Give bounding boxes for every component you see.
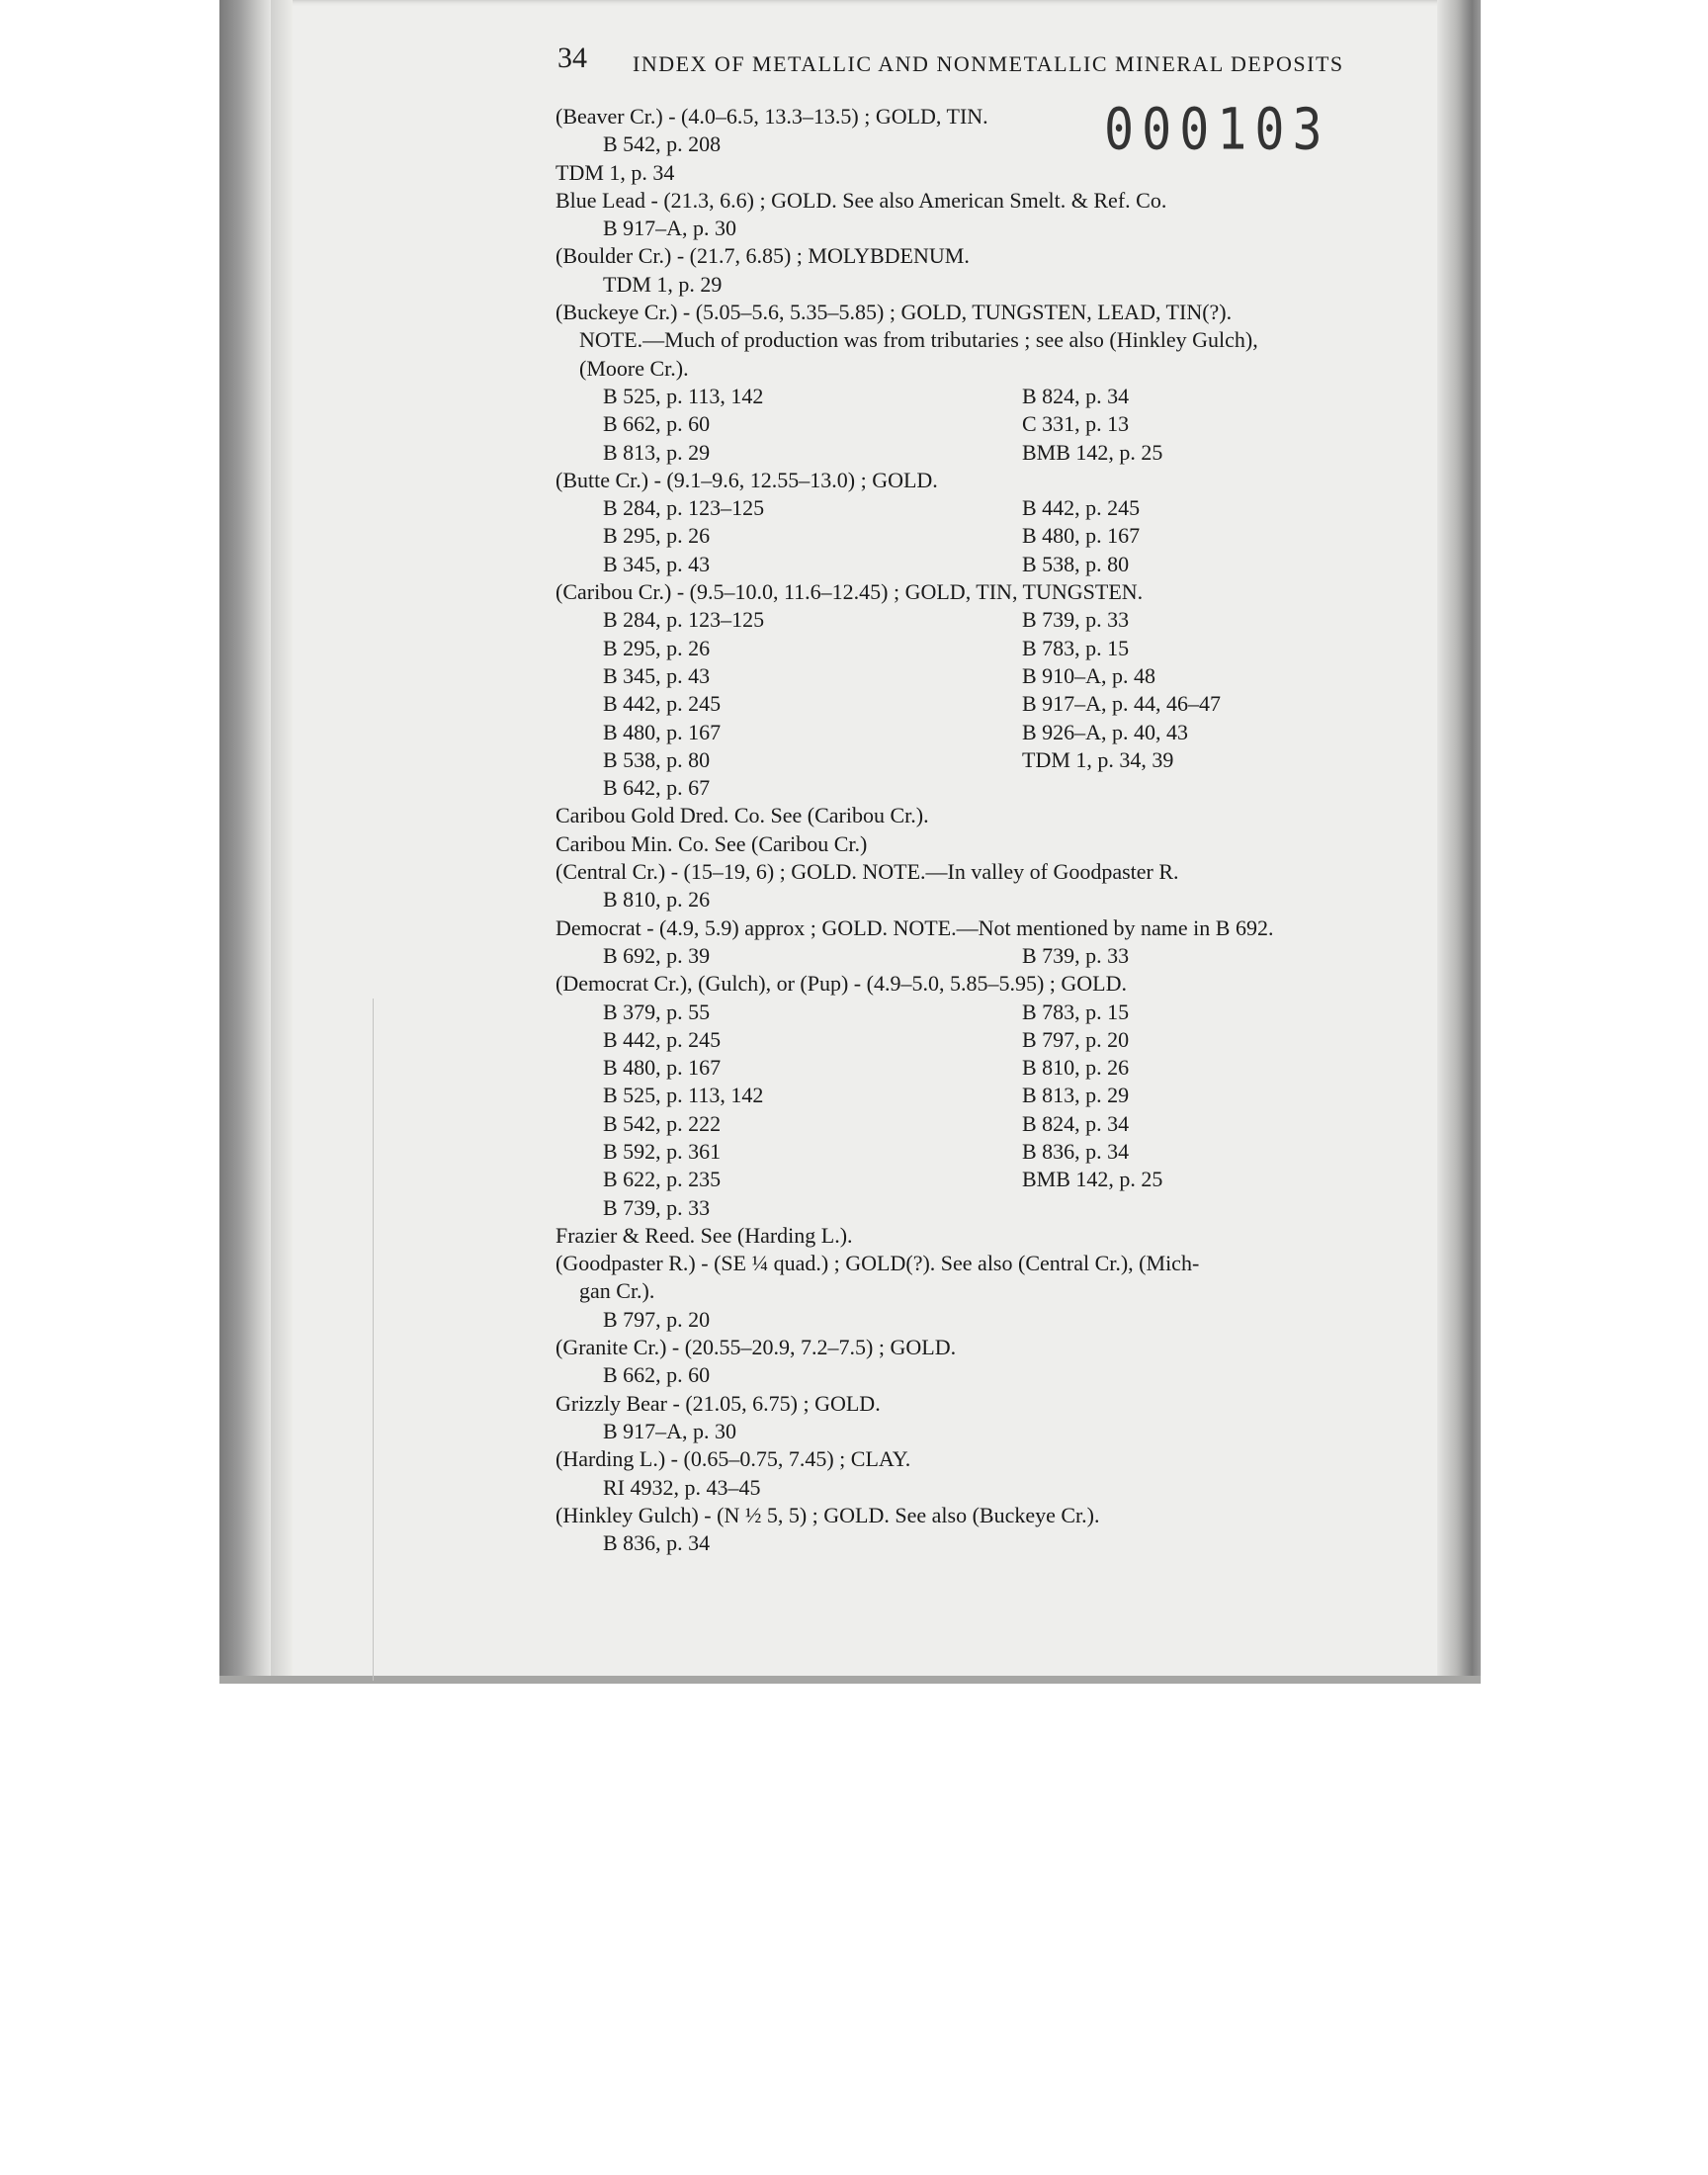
index-entries (555, 103, 1455, 1557)
entry-text: B 480, p. 167 (603, 1055, 722, 1081)
entry-text: B 662, p. 60 (603, 411, 711, 437)
index-entry-heading (555, 242, 1455, 270)
entry-text: (Democrat Cr.), (Gulch), or (Pup) - (4.9–5.0, 5.85–5.95) ; GOLD. (555, 971, 1127, 997)
entry-text: Blue Lead - (21.3, 6.6) ; GOLD. See also American Smelt. & Ref. Co. (555, 187, 1167, 213)
entry-text: B 692, p. 39 (603, 942, 711, 968)
index-reference-row (555, 719, 1455, 746)
entry-text: B 542, p. 208 (603, 131, 722, 157)
entry-text: B 739, p. 33 (603, 1194, 711, 1220)
entry-text: B 295, p. 26 (603, 523, 711, 549)
index-reference-row (555, 215, 1455, 242)
index-reference-row (555, 1082, 1455, 1109)
entry-text: TDM 1, p. 34 (555, 159, 675, 185)
index-entry-heading (555, 858, 1455, 886)
entry-text: Caribou Min. Co. See (Caribou Cr.) (555, 830, 868, 856)
scanned-page (219, 0, 1481, 1684)
index-reference-row (555, 746, 1455, 774)
entry-text: B 538, p. 80 (603, 746, 711, 772)
entry-text: B 284, p. 123–125 (603, 607, 765, 633)
index-entry-continuation (555, 355, 1455, 383)
page-number: 34 (557, 42, 587, 74)
entry-text: B 662, p. 60 (603, 1362, 711, 1388)
index-entry-heading (555, 1390, 1455, 1418)
entry-text: B 442, p. 245 (603, 691, 722, 717)
index-reference-row (555, 1026, 1455, 1054)
entry-text: B 345, p. 43 (603, 551, 711, 576)
index-entry-heading (555, 1250, 1455, 1277)
entry-text: B 480, p. 167 (603, 719, 722, 744)
entry-text: (Harding L.) - (0.65–0.75, 7.45) ; CLAY. (555, 1446, 911, 1472)
index-entry-heading (555, 970, 1455, 998)
entry-reference-second-column: B 783, p. 15 (1022, 635, 1130, 660)
index-reference-row (555, 1474, 1455, 1502)
index-reference-row (555, 635, 1455, 662)
entry-reference-second-column: B 810, p. 26 (1022, 1055, 1130, 1081)
entry-reference-second-column: BMB 142, p. 25 (1022, 439, 1163, 465)
entry-text: Grizzly Bear - (21.05, 6.75) ; GOLD. (555, 1390, 881, 1416)
entry-text: B 810, p. 26 (603, 887, 711, 913)
entry-text: B 542, p. 222 (603, 1110, 722, 1136)
entry-reference-second-column: B 739, p. 33 (1022, 942, 1130, 968)
page-bottom-edge (219, 1676, 1481, 1684)
index-reference-row (555, 551, 1455, 578)
entry-reference-second-column: B 480, p. 167 (1022, 523, 1141, 549)
entry-text: B 622, p. 235 (603, 1167, 722, 1192)
entry-text: (Hinkley Gulch) - (N ½ 5, 5) ; GOLD. See also (Buckeye Cr.). (555, 1502, 1100, 1527)
entry-text: (Buckeye Cr.) - (5.05–5.6, 5.35–5.85) ; GOLD, TUNGSTEN, LEAD, TIN(?). (555, 300, 1233, 325)
entry-text: (Caribou Cr.) - (9.5–10.0, 11.6–12.45) ; GOLD, TIN, TUNGSTEN. (555, 579, 1144, 605)
entry-reference-second-column: B 824, p. 34 (1022, 1110, 1130, 1136)
entry-text: RI 4932, p. 43–45 (603, 1474, 761, 1500)
page-left-shadow (219, 0, 271, 1684)
entry-text: B 442, p. 245 (603, 1026, 722, 1052)
index-entry-heading (555, 299, 1455, 326)
index-entry-continuation (555, 326, 1455, 354)
index-entry-heading (555, 1445, 1455, 1473)
entry-reference-second-column: B 783, p. 15 (1022, 999, 1130, 1024)
entry-reference-second-column: B 824, p. 34 (1022, 383, 1130, 408)
index-entry-heading (555, 159, 1455, 187)
index-entry-heading (555, 1334, 1455, 1361)
entry-text: B 642, p. 67 (603, 775, 711, 801)
index-reference-row (555, 1166, 1455, 1193)
entry-text: B 813, p. 29 (603, 439, 711, 465)
index-reference-row (555, 439, 1455, 467)
index-entry-heading (555, 914, 1455, 942)
index-reference-row (555, 1361, 1455, 1389)
entry-text: B 525, p. 113, 142 (603, 383, 764, 408)
entry-text: B 525, p. 113, 142 (603, 1083, 764, 1108)
index-reference-row (555, 1110, 1455, 1138)
running-title: INDEX OF METALLIC AND NONMETALLIC MINERAL DEPOSITS (633, 51, 1344, 76)
entry-reference-second-column: B 836, p. 34 (1022, 1138, 1130, 1164)
entry-text: B 345, p. 43 (603, 662, 711, 688)
index-entry-heading (555, 1222, 1455, 1250)
index-reference-row (555, 1138, 1455, 1166)
index-reference-row (555, 1529, 1455, 1557)
entry-reference-second-column: C 331, p. 13 (1022, 411, 1130, 437)
index-entry-heading (555, 830, 1455, 858)
index-entry-heading (555, 467, 1455, 494)
fold-line (373, 999, 374, 1681)
index-entry-continuation (555, 1277, 1455, 1305)
entry-reference-second-column: B 926–A, p. 40, 43 (1022, 719, 1189, 744)
entry-text: (Granite Cr.) - (20.55–20.9, 7.2–7.5) ; GOLD. (555, 1335, 957, 1360)
entry-text: (Goodpaster R.) - (SE ¼ quad.) ; GOLD(?). See also (Central Cr.), (Mich- (555, 1251, 1200, 1276)
index-reference-row (555, 886, 1455, 914)
index-reference-row (555, 1194, 1455, 1222)
index-entry-heading (555, 578, 1455, 606)
index-reference-row (555, 606, 1455, 634)
index-reference-row (555, 774, 1455, 802)
entry-text: (Beaver Cr.) - (4.0–6.5, 13.3–13.5) ; GOLD, TIN. (555, 104, 988, 129)
entry-reference-second-column: B 917–A, p. 44, 46–47 (1022, 691, 1222, 717)
entry-text: B 379, p. 55 (603, 999, 711, 1024)
entry-text: B 917–A, p. 30 (603, 1418, 737, 1443)
index-entry-heading (555, 802, 1455, 829)
index-reference-row (555, 271, 1455, 299)
entry-reference-second-column: TDM 1, p. 34, 39 (1022, 746, 1174, 772)
entry-text: TDM 1, p. 29 (603, 271, 723, 297)
entry-reference-second-column: B 739, p. 33 (1022, 607, 1130, 633)
index-reference-row (555, 999, 1455, 1026)
index-reference-row (555, 130, 1455, 158)
entry-reference-second-column: BMB 142, p. 25 (1022, 1167, 1163, 1192)
entry-text: B 917–A, p. 30 (603, 216, 737, 241)
entry-text: B 284, p. 123–125 (603, 495, 765, 521)
entry-text: (Central Cr.) - (15–19, 6) ; GOLD. NOTE.—In valley of Goodpaster R. (555, 859, 1179, 885)
entry-reference-second-column: B 538, p. 80 (1022, 551, 1130, 576)
index-reference-row (555, 522, 1455, 550)
entry-text: B 592, p. 361 (603, 1138, 722, 1164)
index-reference-row (555, 494, 1455, 522)
entry-reference-second-column: B 442, p. 245 (1022, 495, 1141, 521)
index-entry-heading (555, 103, 1455, 130)
entry-text: B 797, p. 20 (603, 1306, 711, 1332)
page-left-margin (271, 0, 293, 1684)
entry-text: Frazier & Reed. See (Harding L.). (555, 1222, 853, 1248)
index-reference-row (555, 690, 1455, 718)
entry-text: (Butte Cr.) - (9.1–9.6, 12.55–13.0) ; GOLD. (555, 467, 938, 492)
entry-text: (Moore Cr.). (579, 355, 689, 381)
index-reference-row (555, 1306, 1455, 1334)
entry-text: NOTE.—Much of production was from tributaries ; see also (Hinkley Gulch), (579, 327, 1258, 353)
entry-text: B 836, p. 34 (603, 1530, 711, 1556)
index-reference-row (555, 1054, 1455, 1082)
entry-text: B 295, p. 26 (603, 635, 711, 660)
index-reference-row (555, 942, 1455, 970)
index-reference-row (555, 383, 1455, 410)
index-entry-heading (555, 1502, 1455, 1529)
entry-text: Democrat - (4.9, 5.9) approx ; GOLD. NOTE.—Not mentioned by name in B 692. (555, 914, 1274, 940)
index-reference-row (555, 1418, 1455, 1445)
entry-reference-second-column: B 797, p. 20 (1022, 1026, 1130, 1052)
index-reference-row (555, 662, 1455, 690)
entry-text: Caribou Gold Dred. Co. See (Caribou Cr.). (555, 803, 929, 828)
entry-reference-second-column: B 910–A, p. 48 (1022, 662, 1156, 688)
index-entry-heading (555, 187, 1455, 215)
entry-text: gan Cr.). (579, 1278, 655, 1304)
entry-reference-second-column: B 813, p. 29 (1022, 1083, 1130, 1108)
index-reference-row (555, 410, 1455, 438)
entry-text: (Boulder Cr.) - (21.7, 6.85) ; MOLYBDENUM. (555, 243, 970, 269)
document-stamp-number: 000103 (1104, 96, 1330, 163)
